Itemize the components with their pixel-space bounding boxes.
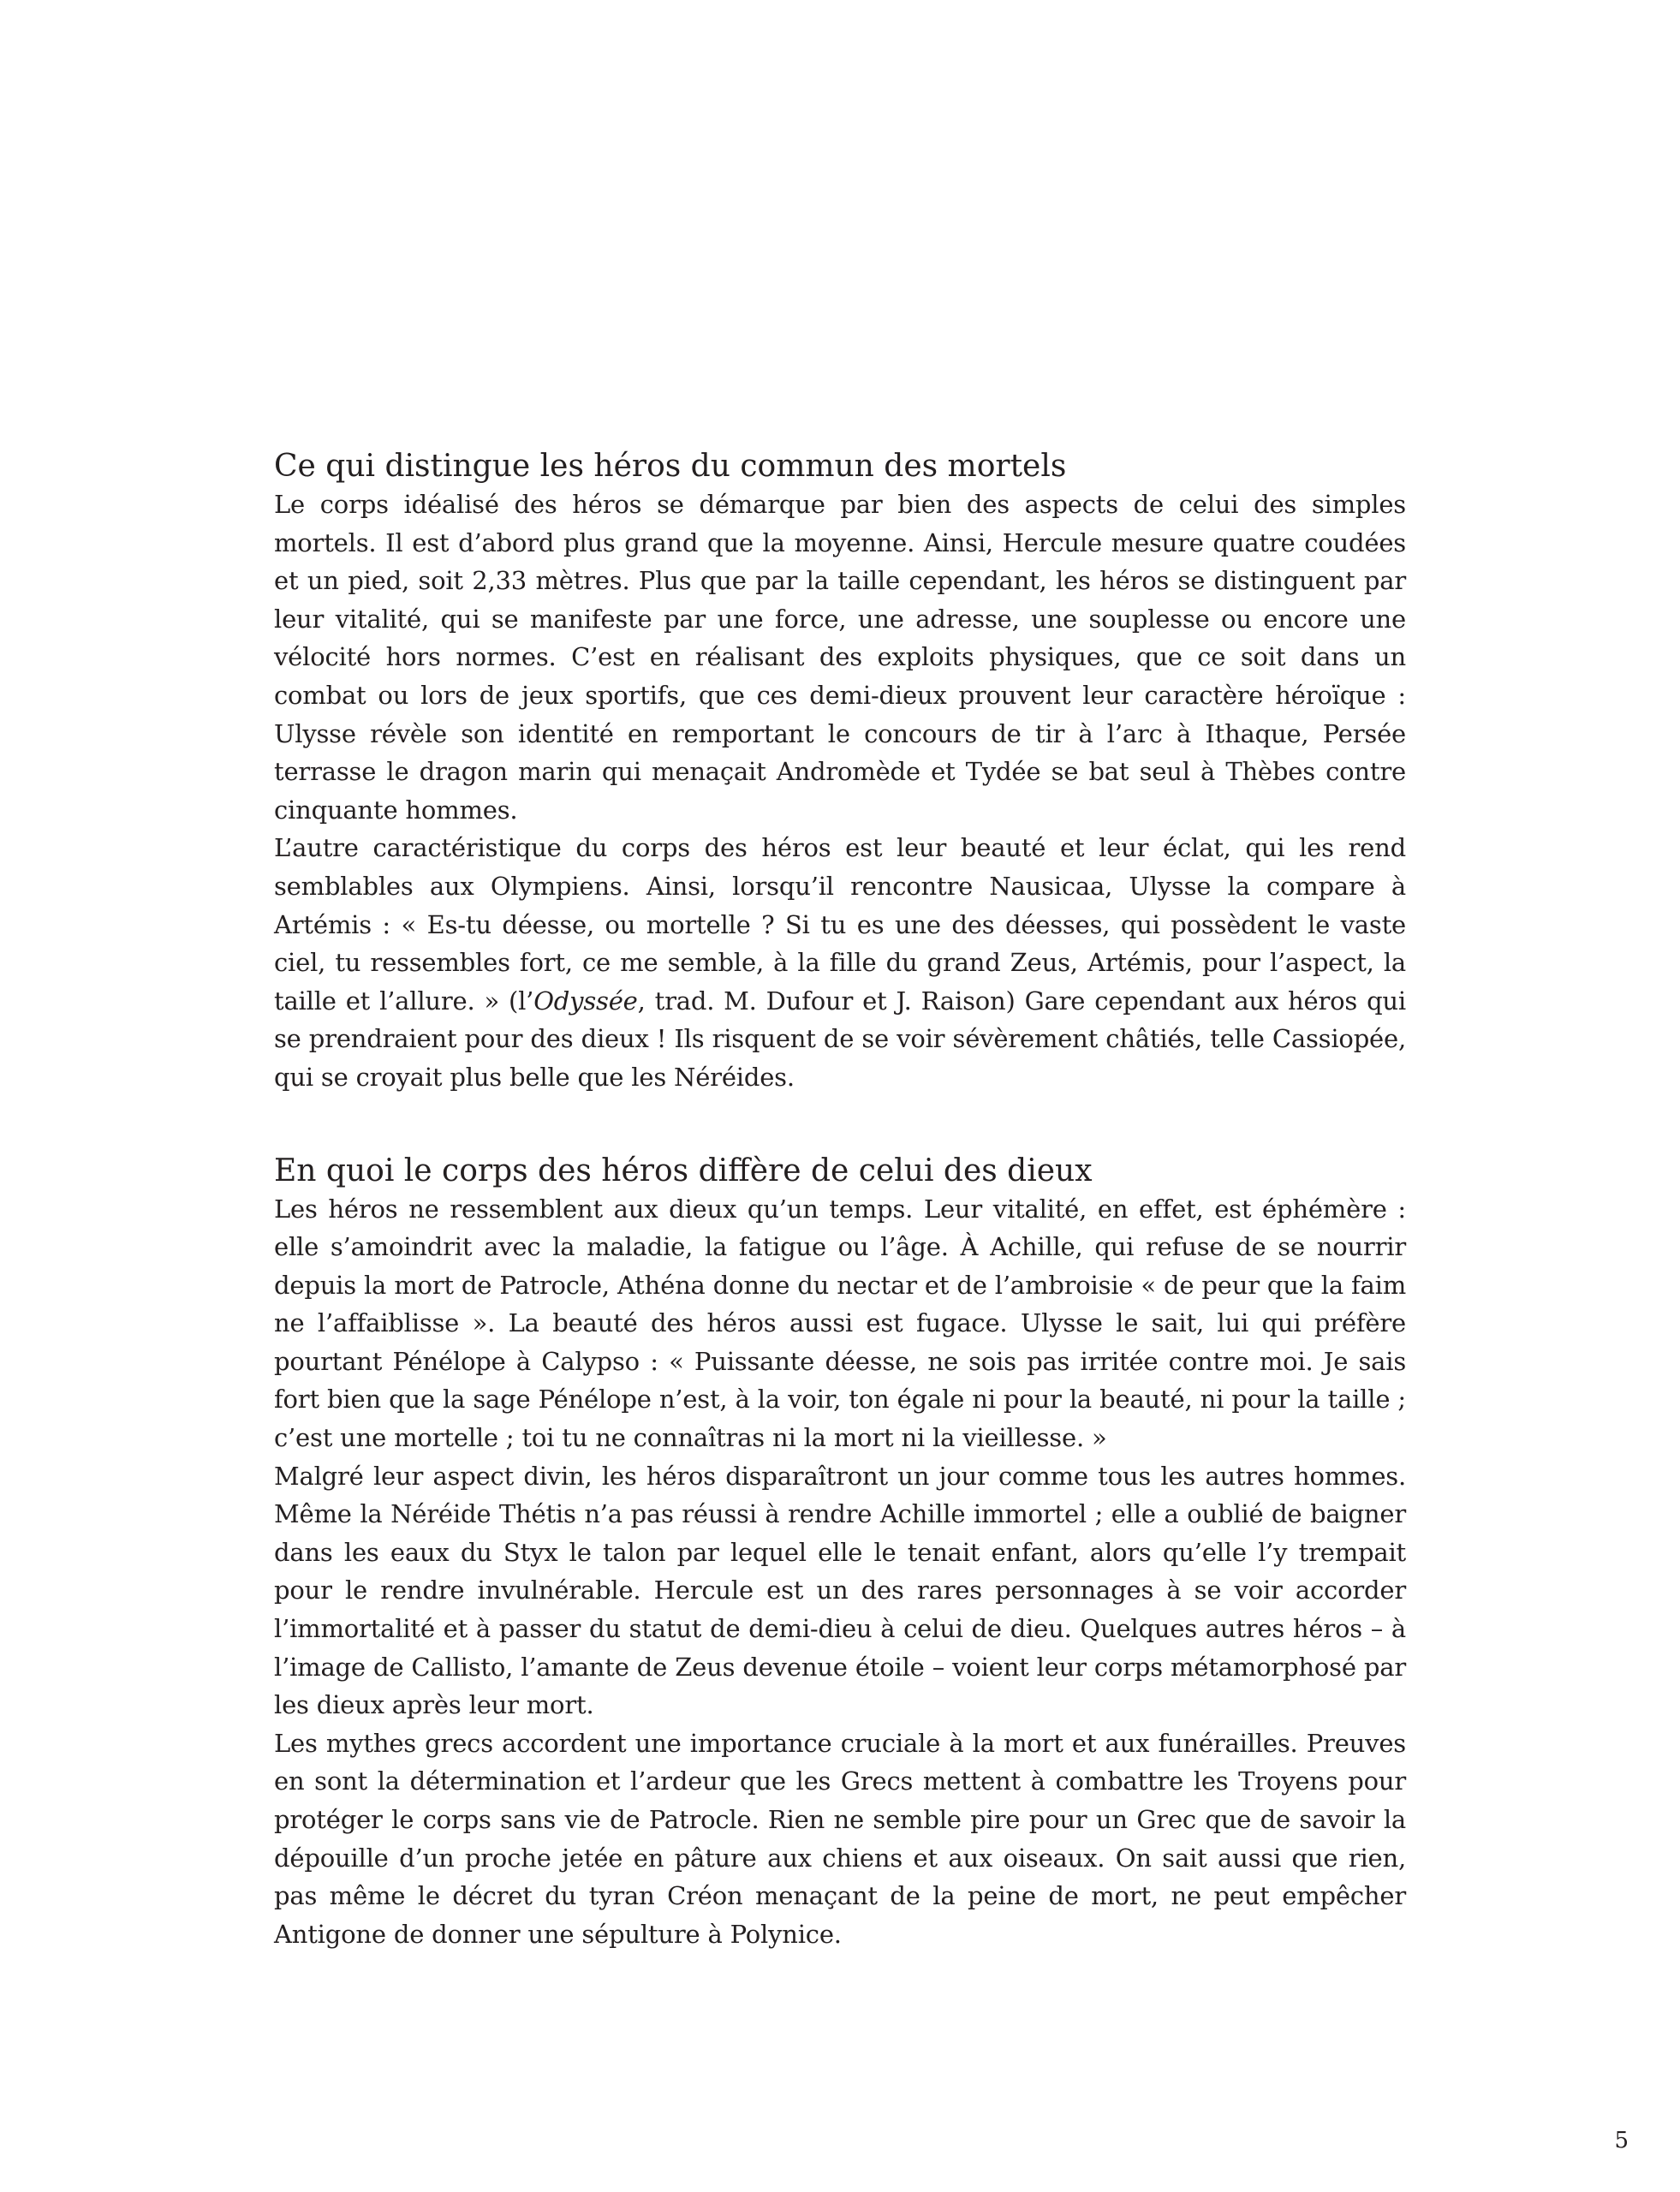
section-heading-heroes-vs-mortals: Ce qui distingue les héros du commun des mortels — [274, 449, 1067, 484]
book-title-italic: Odyssée — [533, 986, 638, 1016]
paragraph: L’autre caractéristique du corps des héros est leur beauté et leur éclat, qui les rend semblables aux Olympiens. Ainsi, lorsqu’il rencontre Nausicaa, Ulysse la compare à Artémis : « Es-tu déesse, ou mortelle ? Si tu es une des déesses, qui possèdent le vaste ciel, tu ressembles fort, ce me semble, à la fille du grand Zeus, Artémis, pour l’aspect, la taille et l’allure. » (l’Odyssée, trad. M. Dufour et J. Raison) Gare cependant aux héros qui se prendraient pour des dieux ! Ils risquent de se voir sévèrement châtiés, telle Cassiopée, qui se croyait plus belle que les Néréides. — [274, 833, 1406, 1092]
paragraph: Les héros ne ressemblent aux dieux qu’un temps. Leur vitalité, en effet, est éphémère : elle s’amoindrit avec la maladie, la fatigue ou l’âge. À Achille, qui refuse de se nourrir depuis la mort de Patrocle, Athéna donne du nectar et de l’ambroisie « de peur que la faim ne l’affaiblisse ». La beauté des héros aussi est fugace. Ulysse le sait, lui qui préfère pourtant Pénélope à Calypso : « Puissante déesse, ne sois pas irritée contre moi. Je sais fort bien que la sage Pénélope n’est, à la voir, ton égale ni pour la beauté, ni pour la taille ; c’est une mortelle ; toi tu ne connaîtras ni la mort ni la vieillesse. » — [274, 1194, 1406, 1453]
text-column — [274, 447, 1406, 1953]
paragraph: Les mythes grecs accordent une importance cruciale à la mort et aux funérailles. Preuves en sont la détermination et l’ardeur que les Grecs mettent à combattre les Troyens pour protéger le corps sans vie de Patrocle. Rien ne semble pire pour un Grec que de savoir la dépouille d’un proche jetée en pâture aux chiens et aux oiseaux. On sait aussi que rien, pas même le décret du tyran Créon menaçant de la peine de mort, ne peut empêcher Antigone de donner une sépulture à Polynice. — [274, 1728, 1406, 1949]
section-heading-heroes-vs-gods: En quoi le corps des héros diffère de celui des dieux — [274, 1153, 1093, 1188]
paragraph: Le corps idéalisé des héros se démarque par bien des aspects de celui des simples mortels. Il est d’abord plus grand que la moyenne. Ainsi, Hercule mesure quatre coudées et un pied, soit 2,33 mètres. Plus que par la taille cependant, les héros se distinguent par leur vitalité, qui se manifeste par une force, une adresse, une souplesse ou encore une vélocité hors normes. C’est en réalisant des exploits physiques, que ce soit dans un combat ou lors de jeux sportifs, que ces demi-dieux prouvent leur caractère héroïque : Ulysse révèle son identité en remportant le concours de tir à l’arc à Ithaque, Persée terrasse le dragon marin qui menaçait Andromède et Tydée se bat seul à Thèbes contre cinquante hommes. — [274, 490, 1406, 825]
page-number: 5 — [1614, 2128, 1629, 2153]
paragraph: Malgré leur aspect divin, les héros disparaîtront un jour comme tous les autres hommes. Même la Néréide Thétis n’a pas réussi à rendre Achille immortel ; elle a oublié de baigner dans les eaux du Styx le talon par lequel elle le tenait enfant, alors qu’elle l’y trempait pour le rendre invulnérable. Hercule est un des rares personnages à se voir accorder l’immortalité et à passer du statut de demi-dieu à celui de dieu. Quelques autres héros – à l’image de Callisto, l’amante de Zeus devenue étoile – voient leur corps métamorphosé par les dieux après leur mort. — [274, 1461, 1406, 1720]
section-spacer — [274, 1097, 1406, 1152]
